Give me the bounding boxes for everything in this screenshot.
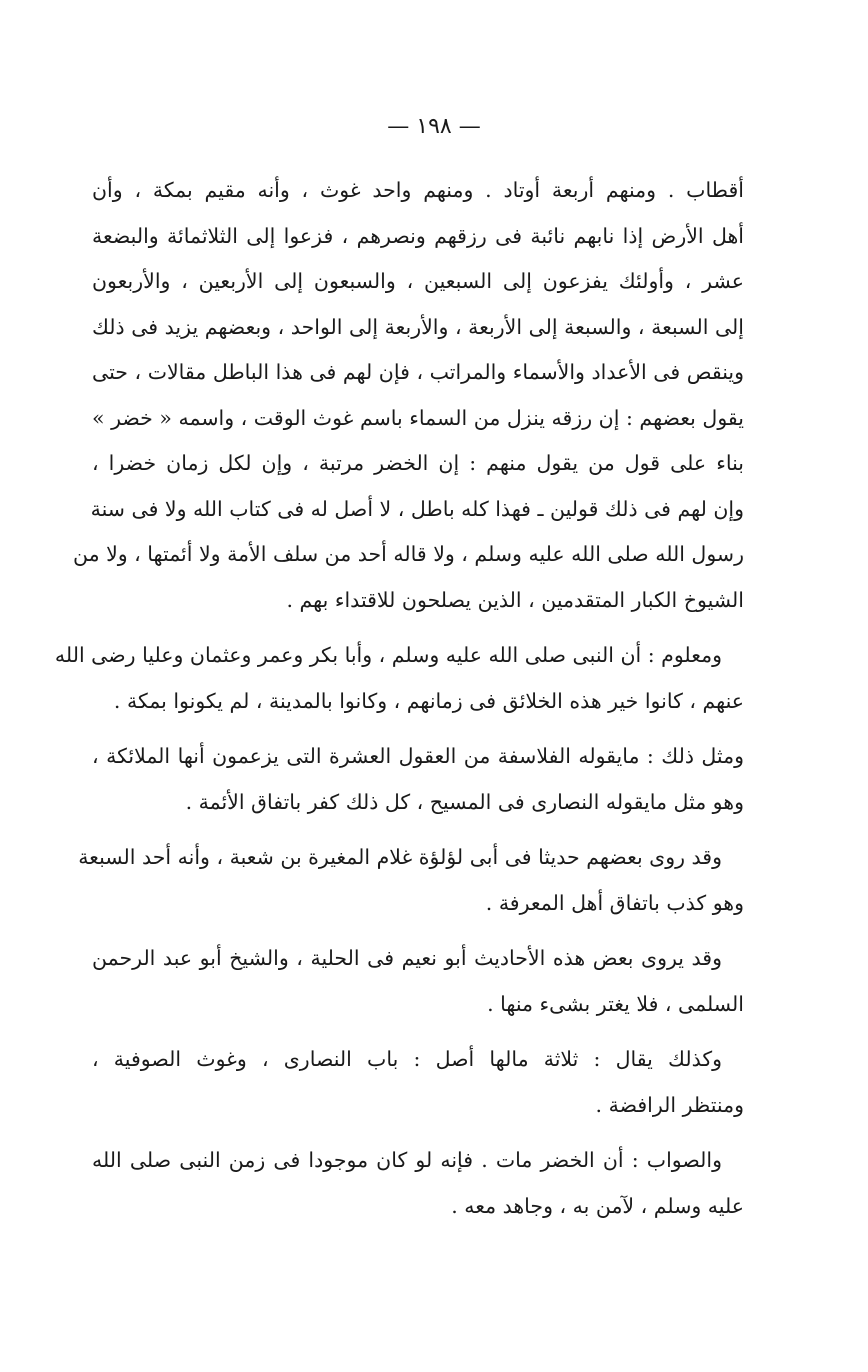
- text-line: ومنتظر الرافضة .: [595, 1092, 744, 1117]
- text-line: ومعلوم : أن النبى صلى الله عليه وسلم ، وأبا بكر وعمر وعثمان وعليا رضى الله: [54, 643, 722, 667]
- text-line: أقطاب . ومنهم أربعة أوتاد . ومنهم واحد غوث ، وأنه مقيم بمكة ، وأن: [92, 178, 744, 202]
- paragraph-4: [78, 835, 744, 926]
- text-line: وكذلك يقال : ثلاثة مالها أصل : باب النصارى ، وغوث الصوفية ،: [92, 1047, 722, 1071]
- text-line: وقد يروى بعض هذه الأحاديث أبو نعيم فى الحلية ، والشيخ أبو عبد الرحمن: [92, 946, 722, 970]
- text-line: رسول الله صلى الله عليه وسلم ، ولا قاله أحد من سلف الأمة ولا أئمتها ، ولا من: [72, 542, 744, 566]
- paragraph-1: [72, 168, 744, 623]
- paragraph-2: [54, 633, 744, 724]
- paragraph-3: [92, 734, 744, 825]
- text-line: يقول بعضهم : إن رزقه ينزل من السماء باسم غوث الوقت ، واسمه « خضر »: [92, 405, 744, 430]
- text-line: بناء على قول من يقول منهم : إن الخضر مرتبة ، وإن لكل زمان خضرا ،: [92, 451, 744, 475]
- text-line: وهو كذب باتفاق أهل المعرفة .: [485, 890, 744, 915]
- text-line: الشيوخ الكبار المتقدمين ، الذين يصلحون للاقتداء بهم .: [286, 587, 744, 612]
- text-line: وينقص فى الأعداد والأسماء والمراتب ، فإن لهم فى هذا الباطل مقالات ، حتى: [92, 360, 744, 384]
- paragraph-7: [92, 1138, 744, 1229]
- text-line: وإن لهم فى ذلك قولين ـ فهذا كله باطل ، لا أصل له فى كتاب الله ولا فى سنة: [90, 496, 744, 521]
- page-number: — ١٩٨ —: [387, 114, 481, 139]
- text-line: عليه وسلم ، لآمن به ، وجاهد معه .: [451, 1193, 744, 1218]
- text-line: السلمى ، فلا يغتر بشىء منها .: [487, 991, 744, 1016]
- text-line: وهو مثل مايقوله النصارى فى المسيح ، كل ذلك كفر باتفاق الأئمة .: [185, 789, 744, 814]
- text-line: إلى السبعة ، والسبعة إلى الأربعة ، والأربعة إلى الواحد ، وبعضهم يزيد فى ذلك: [92, 314, 744, 339]
- text-line: عنهم ، كانوا خير هذه الخلائق فى زمانهم ، وكانوا بالمدينة ، لم يكونوا بمكة .: [113, 688, 744, 713]
- body-text: [54, 168, 744, 1239]
- text-line: ومثل ذلك : مايقوله الفلاسفة من العقول العشرة التى يزعمون أنها الملائكة ،: [92, 744, 744, 768]
- text-line: وقد روى بعضهم حديثا فى أبى لؤلؤة غلام المغيرة بن شعبة ، وأنه أحد السبعة: [78, 845, 722, 869]
- text-line: أهل الأرض إذا نابهم نائبة فى رزقهم ونصرهم ، فزعوا إلى الثلاثمائة والبضعة: [92, 223, 744, 248]
- text-line: عشر ، وأولئك يفزعون إلى السبعين ، والسبعون إلى الأربعين ، والأربعون: [92, 269, 744, 293]
- text-line: والصواب : أن الخضر مات . فإنه لو كان موجودا فى زمن النبى صلى الله: [92, 1148, 722, 1172]
- paragraph-5: [92, 936, 744, 1027]
- paragraph-6: [92, 1037, 744, 1128]
